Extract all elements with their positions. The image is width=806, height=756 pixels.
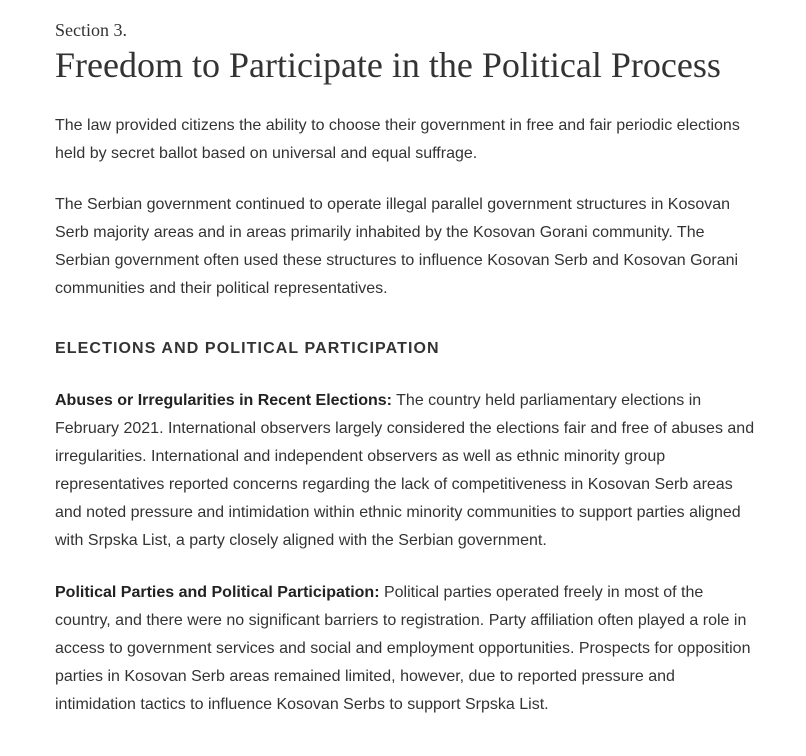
election-abuses-lead: Abuses or Irregularities in Recent Elections: [55, 392, 392, 409]
section-title: Freedom to Participate in the Political Process [55, 45, 721, 85]
political-parties-text: Political parties operated freely in most of the country, and there were no significant barriers to registration. Party affiliation often played a role in access to government services and social and employment opportunities. Prospects for opposition parties in Kosovan Serb areas remained limited, however, due to reported pressure and intimidation tactics to influence Kosovan Serbs to support Srpska List. [55, 584, 751, 713]
section-number: Section 3. [55, 20, 127, 40]
intro-paragraph: The law provided citizens the ability to choose their government in free and fair periodic elections held by secret ballot based on universal and equal suffrage. [55, 117, 740, 162]
subsection-heading: ELECTIONS AND POLITICAL PARTICIPATION [55, 340, 440, 357]
political-parties-paragraph [55, 579, 755, 719]
political-parties-lead: Political Parties and Political Participation: [55, 584, 380, 601]
parallel-structures-paragraph: The Serbian government continued to operate illegal parallel government structures in Kosovan Serb majority areas and in areas primarily inhabited by the Kosovan Gorani community. The Serbian government often used these structures to influence Kosovan Serb and Kosovan Gorani communities and their political representatives. [55, 196, 739, 297]
election-abuses-paragraph [55, 387, 755, 555]
election-abuses-text: The country held parliamentary elections in February 2021. International observers largely considered the elections fair and free of abuses and irregularities. International and independent observers as well as ethnic minority group representatives reported concerns regarding the lack of competitiveness in Kosovan Serb areas and noted pressure and intimidation within ethnic minority communities to support parties aligned with Srpska List, a party closely aligned with the Serbian government. [55, 392, 755, 549]
